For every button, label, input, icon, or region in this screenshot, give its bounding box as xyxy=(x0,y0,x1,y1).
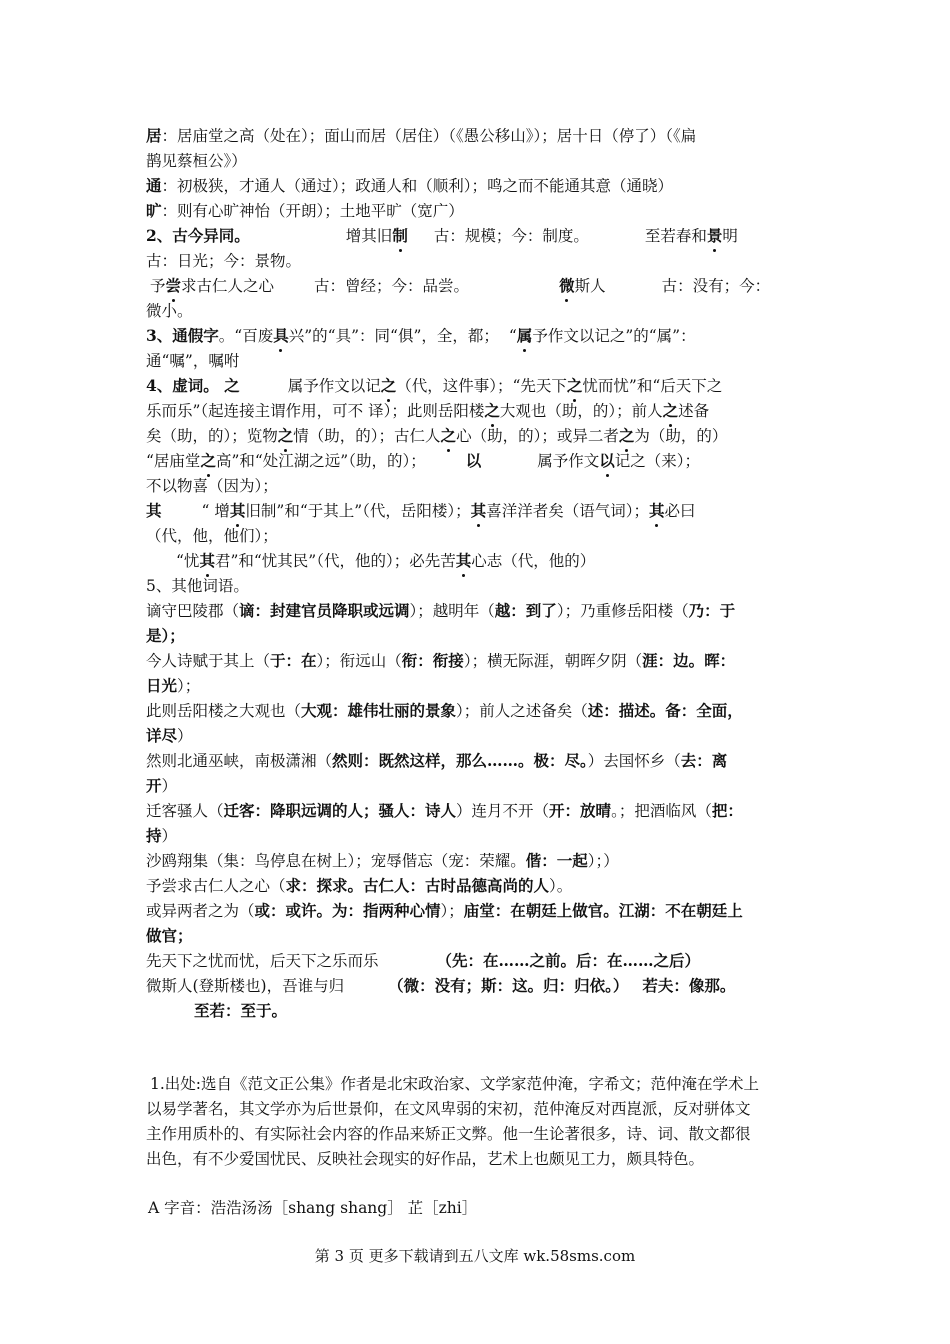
line-huoyi: 或异两者之为（或：或许。为：指两种心情）；庙堂：在朝廷上做官。江湖：不在朝廷上 xyxy=(146,901,743,920)
line-ju-1: 居：居庙堂之高（处在）；面山而居（居住）（《愚公移山》）；居十日（停了）（《扁 xyxy=(146,126,697,145)
line-yi: “居庙堂之高”和“处江湖之远”（助，的）； 以 属予作文以记之（来）； xyxy=(146,451,701,470)
line-weisiren: 微斯人(登斯楼也)，吾谁与归 （微：没有；斯：这。归：归依。） 若夫：像那。 xyxy=(146,976,736,995)
line-daguan: 此则岳阳楼之大观也（大观：雄伟壮丽的景象）；前人之述备矣（述：描述。备：全面， xyxy=(146,701,743,720)
line-zhi-2: 乐而乐”（起连接主谓作用，可不 译）；此则岳阳楼之大观也（助，的）；前人之述备 xyxy=(146,401,710,420)
line-chang-wei: 予尝求古仁人之心 古：曾经；今：品尝。 微斯人 古：没有；今： xyxy=(150,276,771,295)
line-yu-2: 日光）； xyxy=(146,676,201,695)
line-qianke: 迁客骚人（迁客：降职远调的人；骚人：诗人）连月不开（开：放晴。；把酒临风（把： xyxy=(146,801,743,820)
line-qi-3: “忧其君”和“忧其民”（代，他的）；必先苦其心志（代，他的） xyxy=(176,551,596,570)
line-jing: 古：日光；今：景物。 xyxy=(146,252,302,270)
line-tong: 通：初极狭，才通人（通过）；政通人和（顺利）；鸣之而不能通其意（通晓） xyxy=(146,176,674,195)
line-ju-2: 鹊见蔡桓公》） xyxy=(146,152,247,170)
line-weixiao: 微小。 xyxy=(146,302,193,320)
paragraph-source-line-1: 1.出处:选自《范文正公集》作者是北宋政治家、文学家范仲淹，字希文；范仲淹在学术上 xyxy=(150,1075,760,1093)
pronunciation-line: A 字音：浩浩汤汤［shang shang］ 芷［zhi］ xyxy=(148,1199,478,1217)
heading-gujin-yitong: 2、古今异同。 增其旧制 古：规模；今：制度。 至若春和景明 xyxy=(146,226,738,245)
line-kuang: 旷：则有心旷神怡（开朗）；土地平旷（宽广） xyxy=(146,201,464,220)
heading-qita-ciyu: 5、其他词语。 xyxy=(146,577,249,595)
line-yi-2: 不以物喜（因为）； xyxy=(146,477,278,495)
line-daguan-2: 详尽） xyxy=(146,726,193,745)
line-zhi-3: 矣（助，的）；览物之情（助，的）；古仁人之心（助，的）；或异二者之为（助，的） xyxy=(146,426,728,445)
line-huoyi-2: 做官； xyxy=(146,926,193,945)
line-qi: 其 “ 增其旧制”和“于其上”（代，岳阳楼）；其喜洋洋者矣（语气词）；其必曰 xyxy=(146,501,696,520)
line-zhiruo: 至若：至于。 xyxy=(194,1001,288,1020)
line-qi-2: （代，他，他们）； xyxy=(146,527,278,545)
line-xiantianxia: 先天下之忧而忧，后天下之乐而乐 （先：在……之前。后：在……之后） xyxy=(146,951,701,970)
line-zhe: 谪守巴陵郡（谪：封建官员降职或远调）；越明年（越：到了）；乃重修岳阳楼（乃：于 xyxy=(146,601,736,620)
line-yu: 今人诗赋于其上（于：在）；衔远山（衔：衔接）；横无际涯，朝晖夕阴（涯：边。晖： xyxy=(146,651,736,670)
heading-xuci: 4、虚词。 之 属予作文以记之（代，这件事）；“先天下之忧而忧”和“后天下之 xyxy=(146,376,723,395)
paragraph-source-line-4: 出色，有不少爱国忧民、反映社会现实的好作品，艺术上也颇见工力，颇具特色。 xyxy=(146,1150,705,1168)
paragraph-source-line-2: 以易学著名，其文学亦为后世景仰，在文风卑弱的宋初，范仲淹反对西崑派，反对骈体文 xyxy=(146,1100,751,1118)
line-ranze: 然则北通巫峡，南极潇湘（然则：既然这样，那么……。极：尽。）去国怀乡（去：离 xyxy=(146,751,728,770)
line-shaou: 沙鸥翔集（集：鸟停息在树上）；宠辱偕忘（宠：荣耀。偕：一起）；） xyxy=(146,851,619,870)
heading-tongjiazi: 3、通假字。“百废具兴”的“具”：同“俱”，全，都； “属予作文以记之”的“属”： xyxy=(146,326,696,345)
page-footer: 第 3 页 更多下载请到五八文库 wk.58sms.com xyxy=(314,1247,636,1265)
line-zhu: 通“嘱”，嘱咐 xyxy=(146,352,240,370)
line-zhe-2: 是）； xyxy=(146,626,185,645)
line-qianke-2: 持） xyxy=(146,826,178,845)
paragraph-source-line-3: 主作用质朴的、有实际社会内容的作品来矫正文弊。他一生论著很多，诗、词、散文都很 xyxy=(146,1125,751,1143)
line-yuchang: 予尝求古仁人之心（求：探求。古仁人：古时品德高尚的人）。 xyxy=(146,876,573,895)
line-ranze-2: 开） xyxy=(146,776,178,795)
